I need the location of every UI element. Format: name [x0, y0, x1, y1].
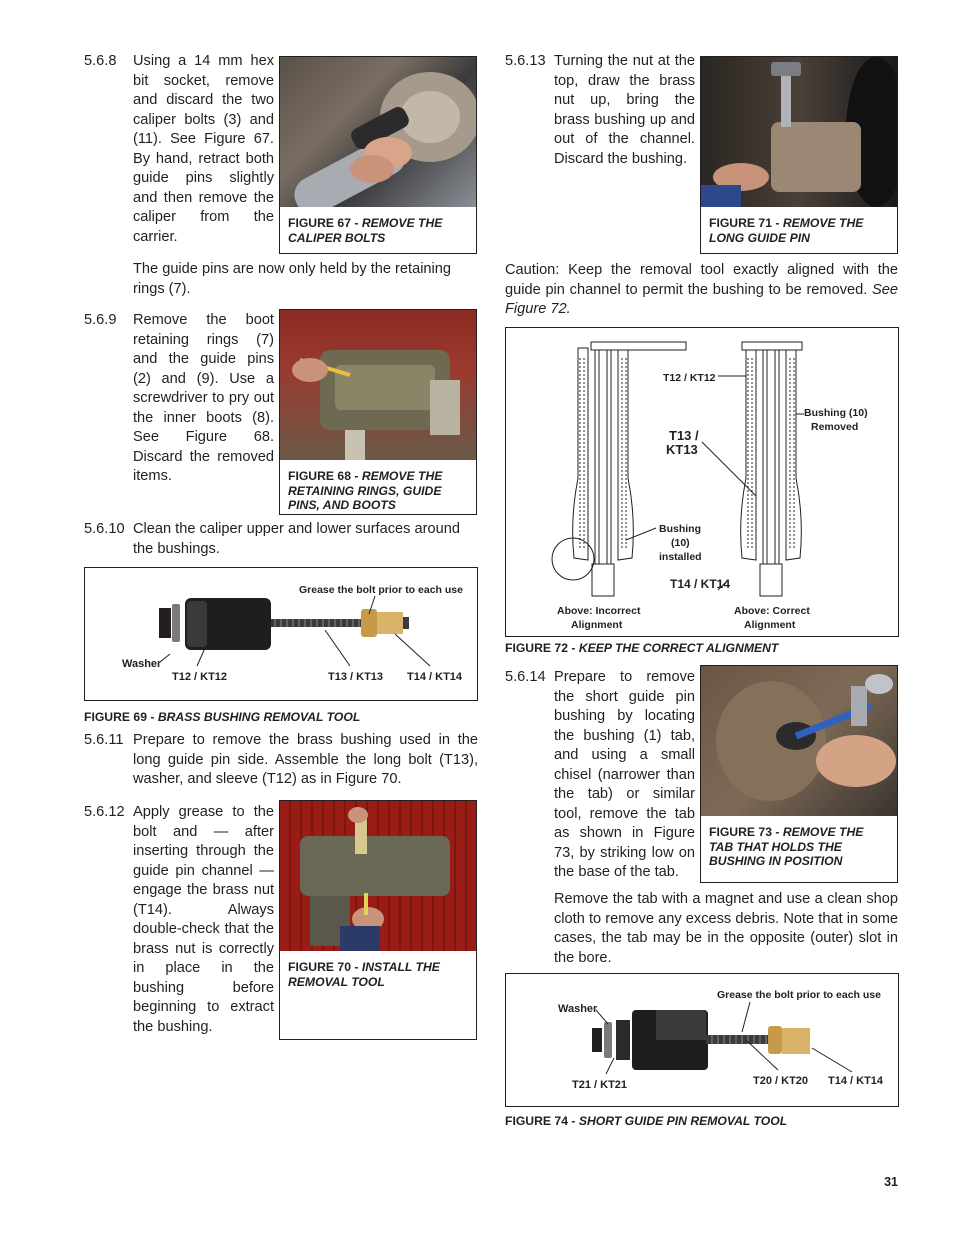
figure-72-bushing-installed-label-3: installed [659, 551, 702, 563]
figure-73-caption: FIGURE 73 - REMOVE THE TAB THAT HOLDS THE BUSHING IN POSITION [709, 825, 864, 868]
caution-text: Caution: Keep the removal tool exactly aligned with the guide pin channel to permit the bushing to be removed. See Figure 72. [505, 262, 898, 317]
section-text-5-6-14-note: Remove the tab with a magnet and use a clean shop cloth to remove any excess debris. Note that in some cases, the tab may be in the opposite (outer) slot in the bore. [554, 891, 898, 966]
section-text-5-6-9: Remove the boot retaining rings (7) and the guide pins (2) and (9). Use a screwdriver to pry out the inner boots (8). See Figure 68. Discard the removed items. [133, 312, 274, 484]
figure-68-photo [280, 310, 476, 460]
figure-67-caption: FIGURE 67 - REMOVE THE CALIPER BOLTS [288, 216, 443, 245]
figure-70-caption: FIGURE 70 - INSTALL THE REMOVAL TOOL [288, 960, 440, 989]
figure-74 [505, 973, 899, 1107]
figure-74-t14-label: T14 / KT14 [828, 1075, 884, 1087]
figure-72-incorrect-label-1: Above: Incorrect [557, 605, 641, 617]
section-text-5-6-13: Turning the nut at the top, draw the brass nut up, bring the brass bushing up and out of the channel. Discard the bushing. [554, 53, 695, 167]
figure-71-caption: FIGURE 71 - REMOVE THE LONG GUIDE PIN [709, 216, 864, 245]
section-text-5-6-8-note: The guide pins are now only held by the retaining rings (7). [133, 261, 452, 297]
figure-71-photo [701, 57, 897, 207]
figure-67 [279, 56, 477, 254]
page-number: 31 [884, 1175, 898, 1189]
figure-74-washer-label: Washer [558, 1003, 598, 1015]
figure-70-photo [280, 801, 476, 951]
section-text-5-6-12: Apply grease to the bolt and — after inserting through the guide pin channel — engage the brass nut (T14). Always double-check that the brass nut is correctly in place in the bushing before beginning to extract the bushing. [133, 804, 274, 1035]
figure-67-photo [280, 57, 476, 207]
figure-74-caption: FIGURE 74 - SHORT GUIDE PIN REMOVAL TOOL [505, 1114, 788, 1128]
figure-73-photo [701, 666, 897, 816]
figure-68 [279, 309, 477, 515]
section-number-5-6-8: 5.6.8 [84, 53, 117, 69]
figure-72-t12-label: T12 / KT12 [663, 372, 716, 384]
figure-72-correct-label-1: Above: Correct [734, 605, 810, 617]
section-text-5-6-8: Using a 14 mm hex bit socket, remove and discard the two caliper bolts (3) and (11). See Figure 67. By hand, retract both guide pins slightly and then remove the caliper from the carrier. [133, 53, 274, 245]
section-number-5-6-9: 5.6.9 [84, 312, 117, 328]
figure-72-bushing-removed-label-1: Bushing (10) [804, 407, 868, 419]
section-text-5-6-11: Prepare to remove the brass bushing used in the long guide pin side. Assemble the long bolt (T13), washer, and sleeve (T12) as in Figure 70. [133, 732, 478, 787]
section-number-5-6-10: 5.6.10 [84, 521, 125, 537]
figure-69-diagram [85, 568, 477, 700]
figure-69-washer-label: Washer [122, 658, 162, 670]
section-text-5-6-14: Prepare to remove the short guide pin bushing by locating the bushing (1) tab, and using a small chisel (narrower than the tab) or similar tool, remove the tab as shown in Figure 73, by striking low on the base of the tab. [554, 669, 695, 880]
figure-73 [700, 665, 898, 883]
figure-69-grease-label: Grease the bolt prior to each use [299, 584, 463, 596]
figure-72-t14-label: T14 / KT14 [670, 577, 731, 591]
figure-70 [279, 800, 477, 1040]
figure-72-t13-label-1: T13 / [669, 428, 699, 443]
figure-72-correct-label-2: Alignment [744, 619, 796, 631]
figure-68-caption: FIGURE 68 - REMOVE THE RETAINING RINGS, GUIDE PINS, AND BOOTS [288, 469, 443, 512]
figure-72-diagram [506, 328, 898, 636]
figure-74-grease-label: Grease the bolt prior to each use [717, 989, 881, 1001]
section-number-5-6-14: 5.6.14 [505, 669, 546, 685]
figure-69-t12-label: T12 / KT12 [172, 671, 228, 683]
figure-71 [700, 56, 898, 254]
figure-72-bushing-removed-label-2: Removed [811, 421, 859, 433]
figure-72-bushing-installed-label-2: (10) [671, 537, 690, 549]
figure-72-caption: FIGURE 72 - KEEP THE CORRECT ALIGNMENT [505, 641, 779, 655]
section-text-5-6-10: Clean the caliper upper and lower surfaces around the bushings. [133, 521, 460, 557]
figure-72-bushing-installed-label-1: Bushing [659, 523, 701, 535]
figure-74-t21-label: T21 / KT21 [572, 1079, 628, 1091]
figure-74-diagram [506, 974, 898, 1106]
section-number-5-6-12: 5.6.12 [84, 804, 125, 820]
figure-72-t13-label-2: KT13 [666, 442, 698, 457]
figure-69-caption: FIGURE 69 - BRASS BUSHING REMOVAL TOOL [84, 710, 361, 724]
figure-69 [84, 567, 478, 701]
figure-69-t13-label: T13 / KT13 [328, 671, 384, 683]
section-number-5-6-11: 5.6.11 [84, 732, 124, 748]
figure-74-t20-label: T20 / KT20 [753, 1075, 809, 1087]
section-number-5-6-13: 5.6.13 [505, 53, 546, 69]
figure-72-incorrect-label-2: Alignment [571, 619, 623, 631]
figure-72 [505, 327, 899, 637]
figure-69-t14-label: T14 / KT14 [407, 671, 463, 683]
